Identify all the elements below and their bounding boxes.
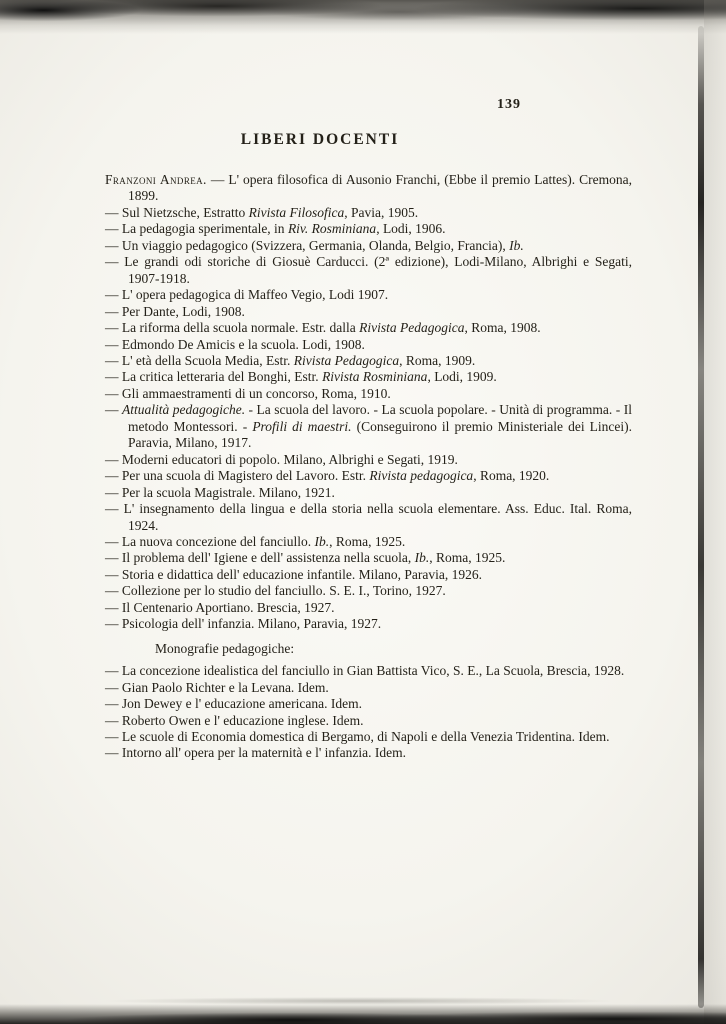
entry-text-segment: — Per la scuola Magistrale. Milano, 1921. [105,484,335,500]
entry-text-segment: , Roma, 1925. [329,533,406,549]
entry-text-segment: - La scuola del lavoro. - La scuola popolare. - Unità di programma. - Il metodo Montessori. - [128,402,632,434]
entry-text-segment: — La concezione idealistica del fanciullo in Gian Battista Vico, S. E., La Scuola, Brescia, 1928. [105,663,625,679]
entry-text-segment: — Un viaggio pedagogico (Svizzera, Germania, Olanda, Belgio, Francia), [105,237,510,253]
entry-text-segment: (Conseguirono il premio Ministeriale dei Lincei). Paravia, Milano, 1917. [128,418,632,451]
entry-text-segment: — Il problema dell' Igiene e dell' assistenza nella scuola, [105,550,415,566]
bibliography-entry [105,501,632,534]
bibliography-entry [105,386,632,402]
bibliography-entry [105,680,632,696]
entry-text-segment: — Le scuole di Economia domestica di Bergamo, di Napoli e della Venezia Tridentina. Idem. [105,728,610,744]
bibliography-entry [105,369,632,385]
entry-text-segment: — Moderni educatori di popolo. Milano, Albrighi e Segati, 1919. [105,451,458,467]
bibliography-entry [105,353,632,369]
bibliography-entry [105,254,632,287]
bibliography-entry [105,583,632,599]
entry-text-segment: — L' insegnamento della lingua e della storia nella scuola elementare. Ass. Educ. Ital. Roma, 1924. [105,501,632,533]
entry-text-segment: — L' opera filosofica di Ausonio Franchi, (Ebbe il premio Lattes). Cremona, 1899. [128,172,632,204]
entry-text-segment: — Edmondo De Amicis e la scuola. Lodi, 1908. [105,336,365,352]
bibliography-entry [105,221,632,237]
entry-text-segment: Ib. [509,237,524,253]
bibliography-entry [105,745,632,761]
entry-text-segment: , Lodi, 1909. [427,369,497,385]
bibliography-entry [105,304,632,320]
entry-text-segment: , Roma, 1925. [429,550,506,566]
entry-text-segment: — La critica letteraria del Bonghi, Estr. [105,369,323,385]
entry-text-segment: — Psicologia dell' infanzia. Milano, Paravia, 1927. [105,616,382,632]
bibliography-entry [105,600,632,616]
bibliography-entry [105,485,632,501]
entry-text-segment: — Gli ammaestramenti di un concorso, Roma, 1910. [105,385,391,401]
entry-text-segment: — Gian Paolo Richter e la Levana. Idem. [105,679,329,695]
bibliography-entry [105,616,632,632]
bibliography-entry [105,452,632,468]
bibliography-entry [105,713,632,729]
entry-text-segment: — La riforma della scuola normale. Estr. dalla [105,320,360,336]
bibliography-entry [105,205,632,221]
entry-text-segment: — La nuova concezione del fanciullo. [105,533,315,549]
entries-list [105,172,632,633]
bibliography-entry [105,172,632,205]
scan-artifact-top [0,0,726,34]
bibliography-entry [105,729,632,745]
entry-text-segment: Rivista Filosofica [248,204,345,220]
entry-text-segment: Ib. [414,550,430,566]
entry-text-segment: — La pedagogia sperimentale, in [105,221,288,237]
entry-text-segment: Attualità pedagogiche. [121,402,246,418]
entry-text-segment: , Lodi, 1906. [376,221,446,237]
entry-text-segment: Rivista Pedagogica [359,320,465,336]
page-number: 139 [497,97,521,112]
bibliography-entry [105,534,632,550]
bibliography-entry [105,696,632,712]
bibliography [105,172,632,762]
bibliography-entry [105,663,632,679]
bibliography-entry [105,287,632,303]
entry-text-segment: Rivista Rosminiana [322,369,428,385]
bibliography-entry [105,550,632,566]
entry-text-segment: Rivista Pedagogica [293,352,400,368]
scan-artifact-right-margin [704,0,726,1024]
entry-text-segment: — L' opera pedagogica di Maffeo Vegio, Lodi 1907. [105,287,389,303]
entry-text-segment: — [105,402,122,418]
entry-text-segment: — Collezione per lo studio del fanciullo. S. E. I., Torino, 1927. [105,583,446,599]
entry-text-segment: Franzoni Andrea. [105,172,207,187]
entry-text-segment: — Le grandi odi storiche di Giosuè Carducci. (2ª edizione), Lodi-Milano, Albrighi e Segati, 1907-1918. [105,254,632,286]
monographs-list [105,663,632,762]
entry-text-segment: Profili di maestri. [252,418,352,434]
entry-text-segment: — Roberto Owen e l' educazione inglese. Idem. [105,712,364,728]
scan-artifact-bottom [0,1004,726,1024]
entry-text-segment: — Intorno all' opera per la maternità e l' infanzia. Idem. [105,745,406,761]
section-heading: Monografie pedagogiche: [155,640,295,656]
scan-artifact-right-edge [698,26,704,1008]
entry-text-segment: — Jon Dewey e l' educazione americana. Idem. [105,696,362,712]
bibliography-entry [105,238,632,254]
entry-text-segment: Rivista pedagogica [369,468,474,484]
entry-text-segment: , Roma, 1920. [473,468,550,484]
entry-text-segment: — Storia e didattica dell' educazione infantile. Milano, Paravia, 1926. [105,566,482,582]
entry-text-segment: — Per Dante, Lodi, 1908. [105,303,245,319]
bibliography-entry [105,337,632,353]
bibliography-entry [105,402,632,451]
entry-text-segment: , Roma, 1908. [464,320,541,336]
entry-text-segment: — Sul Nietzsche, Estratto [105,204,249,220]
entry-text-segment: , Pavia, 1905. [344,204,419,220]
entry-text-segment: — L' età della Scuola Media, Estr. [105,352,294,368]
entry-text-segment: — Il Centenario Aportiano. Brescia, 1927. [105,599,335,615]
bibliography-entry [105,320,632,336]
page-title: LIBERI DOCENTI [240,131,400,148]
bibliography-entry [105,468,632,484]
entry-text-segment: Riv. Rosminiana [287,221,377,237]
entry-text-segment: — Per una scuola di Magistero del Lavoro. Estr. [105,468,370,484]
entry-text-segment: , Roma, 1909. [399,352,476,368]
bibliography-entry [105,567,632,583]
entry-text-segment: Ib. [314,533,330,549]
